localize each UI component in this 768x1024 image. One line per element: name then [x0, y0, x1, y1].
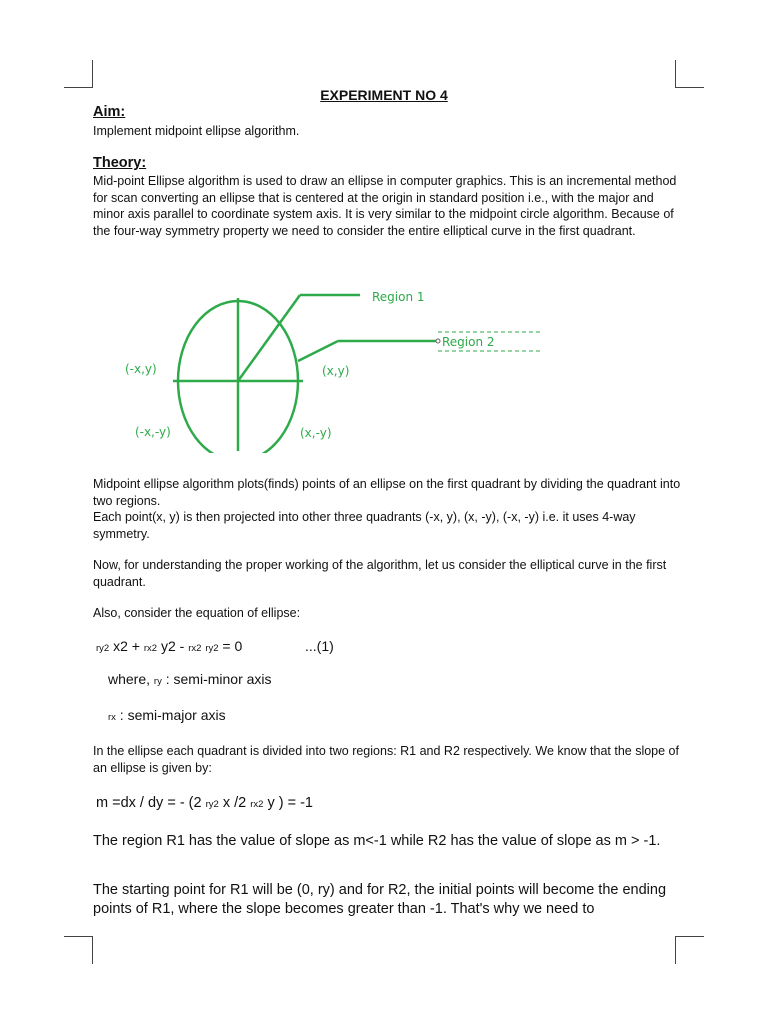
semi-major-text: : semi-major axis — [115, 707, 226, 723]
region1-radius — [238, 295, 300, 381]
eq-equals: = 0 — [218, 638, 243, 654]
region1-label: Region 1 — [372, 290, 425, 304]
ellipse-region-figure — [110, 283, 550, 453]
quadrant-label-top-left: (-x,y) — [125, 362, 157, 376]
where-prefix: where, — [108, 671, 154, 687]
crop-mark-bl-h — [64, 936, 93, 937]
rx-symbol: rx — [108, 712, 116, 723]
where-ry: ry — [153, 676, 162, 687]
slope-part-c: x /2 — [218, 795, 251, 811]
paragraph-symmetry: Each point(x, y) is then projected into other three quadrants (-x, y), (x, -y), (-x, -y) i.e. it uses 4-way symmetry. — [93, 510, 636, 541]
paragraph-slope-intro: In the ellipse each quadrant is divided into two regions: R1 and R2 respectively. We know that the slope of an ellipse is given by: — [93, 744, 679, 775]
paragraph-first-quadrant: Now, for understanding the proper working of the algorithm, let us consider the elliptical curve in the first quadrant. — [93, 558, 667, 589]
crop-mark-br-v — [675, 936, 676, 964]
eq-ry: ry — [96, 643, 104, 654]
theory-paragraph: Mid-point Ellipse algorithm is used to draw an ellipse in computer graphics. This is an incremental method for scan converting an ellipse that is centered at the origin in standard position i.e., with the major and minor axis parallel to coordinate system axis. It is very similar to the midpoint circle algorithm. Because of the four-way symmetry property we need to consider the entire elliptical curve in the first quadrant. — [93, 174, 677, 238]
quadrant-label-bottom-right: (x,-y) — [300, 426, 332, 440]
quadrant-label-top-right: (x,y) — [322, 364, 350, 378]
paragraph-slope-regions: The region R1 has the value of slope as m<-1 while R2 has the value of slope as m > -1. — [93, 833, 661, 849]
slope-part-a: m =dx / dy = - (2 — [96, 795, 206, 811]
crop-mark-tr-v — [675, 60, 676, 88]
region2-leader-diag — [298, 341, 338, 361]
region2-handle — [436, 339, 440, 343]
crop-mark-bl-v — [92, 936, 93, 964]
semi-major-line — [108, 707, 226, 723]
semi-minor-line — [108, 671, 272, 687]
eq-rx: rx — [143, 643, 152, 654]
eq-sq4: 2 — [213, 643, 219, 654]
aim-text: Implement midpoint ellipse algorithm. — [93, 124, 300, 138]
eq-sq2: 2 — [151, 643, 158, 654]
eq-term1: x2 + — [109, 638, 144, 654]
eq-rx2: rx — [188, 643, 197, 654]
eq-sq1: 2 — [103, 643, 110, 654]
equation-number: ...(1) — [305, 638, 334, 654]
slope-ry2: ry2 — [205, 799, 219, 810]
aim-heading: Aim: — [93, 104, 126, 120]
region2-label: Region 2 — [442, 335, 495, 349]
slope-equation — [96, 795, 313, 811]
page-title: EXPERIMENT NO 4 — [320, 87, 448, 103]
semi-minor-text: : semi-minor axis — [161, 671, 272, 687]
paragraph-equation-intro: Also, consider the equation of ellipse: — [93, 606, 301, 620]
quadrant-label-bottom-left: (-x,-y) — [135, 425, 171, 439]
paragraph-starting-point: The starting point for R1 will be (0, ry) and for R2, the initial points will become the ending points of R1, where the slope becomes greater than -1. That's why we need to — [93, 882, 667, 917]
eq-term2: y2 - — [157, 638, 189, 654]
ellipse-equation — [96, 638, 242, 654]
theory-heading: Theory: — [93, 155, 147, 171]
crop-mark-br-h — [675, 936, 704, 937]
slope-rx2: rx2 — [250, 799, 264, 810]
paragraph-regions: Midpoint ellipse algorithm plots(finds) points of an ellipse on the first quadrant by dividing the quadrant into two regions. — [93, 477, 681, 508]
eq-sq3: 2 — [196, 643, 202, 654]
slope-part-e: y ) = -1 — [263, 795, 313, 811]
crop-mark-tl-v — [92, 60, 93, 88]
eq-ry2: ry — [205, 643, 214, 654]
